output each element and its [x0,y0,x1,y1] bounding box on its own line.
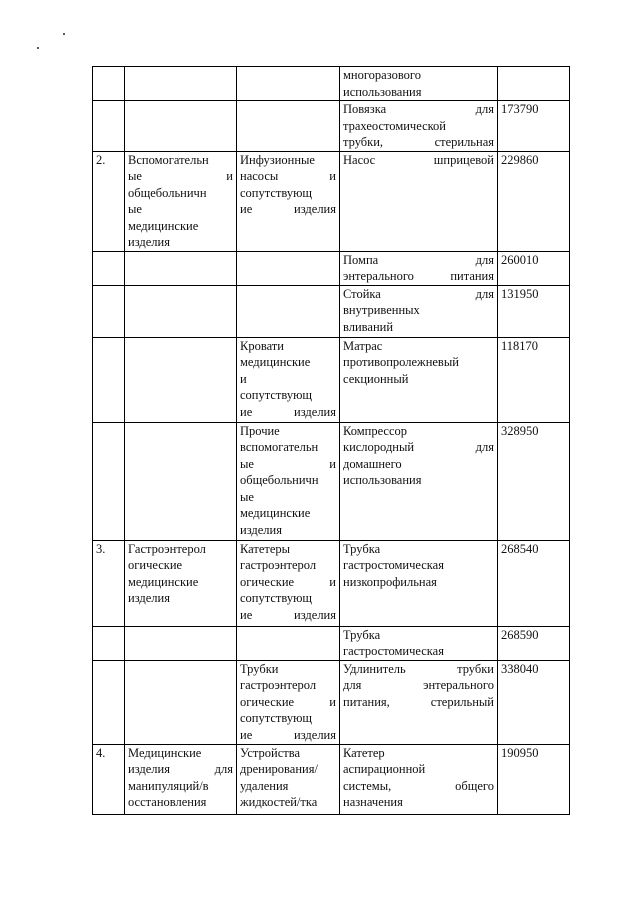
device-type [237,151,340,251]
medical-devices-table [92,66,570,815]
device-code: 229860 [498,151,570,251]
device-group [125,626,237,660]
table-row [93,337,570,422]
device-type [237,67,340,101]
device-group [125,251,237,285]
device-group [125,422,237,540]
cell-line: Трубка [343,541,381,556]
cell-line: Гастроэнтерол [128,541,206,556]
device-group [125,660,237,744]
cell-line: общебольничн [128,185,207,200]
device-name [340,251,498,285]
cell-line: насосы и [240,169,336,183]
cell-line: удаления [240,778,289,793]
cell-line: питания, стерильный [343,694,494,709]
device-code: 328950 [498,422,570,540]
cell-line: ие изделия [240,727,336,742]
cell-line: Повязка для [343,102,494,116]
cell-line: многоразового [343,68,421,82]
cell-line: Стойка для [343,286,494,301]
device-name [340,337,498,422]
cell-line: ые [240,489,254,504]
cell-line: и [240,371,247,386]
cell-line: изделия [128,591,170,605]
cell-line: ие изделия [240,607,336,622]
cell-line: сопутствующ [240,185,313,200]
device-code: 118170 [498,337,570,422]
device-group [125,101,237,152]
cell-line: Катетер [343,745,385,760]
table-row [93,251,570,285]
table-row [93,101,570,152]
device-type [237,744,340,814]
cell-line: гастроэнтерол [240,558,317,572]
cell-line: секционный [343,371,409,386]
device-group [125,285,237,337]
cell-line: осстановления [128,795,207,809]
device-type [237,626,340,660]
cell-line: медицинские [240,506,311,520]
cell-line: Компрессор [343,423,408,438]
cell-line: вливаний [343,319,394,334]
row-number [93,422,125,540]
device-code: 260010 [498,251,570,285]
cell-line: Кровати [240,338,284,353]
device-name [340,67,498,101]
table-row [93,422,570,540]
table-row [93,660,570,744]
device-type [237,660,340,744]
cell-line: Помпа для [343,252,494,267]
table-row [93,67,570,101]
cell-line: медицинские [240,355,311,369]
cell-line: аспирационной [343,762,426,776]
cell-line: сопутствующ [240,591,313,605]
table-row [93,285,570,337]
device-name [340,626,498,660]
cell-line: огические и [240,574,336,589]
device-code: 268590 [498,626,570,660]
table-row [93,744,570,814]
row-number [93,626,125,660]
cell-line: сопутствующ [240,711,313,725]
row-number [93,660,125,744]
row-number [93,101,125,152]
cell-line: гастроэнтерол [240,678,317,692]
table-row [93,626,570,660]
cell-line: медицинские [128,218,199,233]
scan-speck [63,33,65,35]
device-type [237,540,340,626]
device-name [340,744,498,814]
cell-line: трубки, стерильная [343,135,494,149]
cell-line: Прочие [240,423,280,438]
scan-speck [37,47,39,49]
device-name [340,285,498,337]
cell-line: Инфузионные [240,152,315,167]
cell-line: назначения [343,795,403,809]
cell-line: огические и [240,694,336,709]
row-number: 4. [93,744,125,814]
cell-line: изделия [240,522,282,537]
cell-line: кислородный для [343,440,494,454]
table-row [93,151,570,251]
row-number [93,337,125,422]
device-group [125,540,237,626]
cell-line: Удлинитель трубки [343,661,494,676]
cell-line: Трубка [343,627,381,642]
device-group [125,337,237,422]
cell-line: ие изделия [240,202,336,216]
cell-line: Медицинские [128,745,202,760]
cell-line: трахеостомической [343,118,446,133]
row-number: 3. [93,540,125,626]
table-body [93,67,570,815]
cell-line: Трубки [240,661,279,676]
row-number [93,285,125,337]
cell-line: изделия [128,235,170,249]
cell-line: ые и [128,169,233,183]
device-code: 173790 [498,101,570,152]
cell-line: для энтерального [343,678,494,692]
device-group [125,151,237,251]
device-code: 268540 [498,540,570,626]
device-type [237,285,340,337]
cell-line: Вспомогательн [128,152,209,167]
cell-line: гастростомическая [343,558,444,572]
device-code [498,67,570,101]
row-number [93,251,125,285]
device-name [340,540,498,626]
device-type [237,337,340,422]
device-name [340,422,498,540]
cell-line: ие изделия [240,404,336,419]
cell-line: жидкостей/тка [240,795,318,809]
device-type [237,422,340,540]
cell-line: гастростомическая [343,644,444,658]
device-name [340,151,498,251]
cell-line: огические [128,558,183,572]
device-type [237,251,340,285]
row-number: 2. [93,151,125,251]
cell-line: противопролежневый [343,355,459,369]
cell-line: Насос шприцевой [343,152,494,167]
cell-line: системы, общего [343,778,494,793]
cell-line: дренирования/ [240,762,318,776]
row-number [93,67,125,101]
cell-line: ые [128,202,142,216]
cell-line: использования [343,84,422,99]
cell-line: вспомогательн [240,440,319,454]
cell-line: манипуляций/в [128,778,209,793]
device-code: 190950 [498,744,570,814]
device-code: 338040 [498,660,570,744]
cell-line: использования [343,473,422,487]
cell-line: Матрас [343,338,383,353]
cell-line: домашнего [343,456,402,471]
cell-line: общебольничн [240,473,319,487]
device-name [340,660,498,744]
cell-line: сопутствующ [240,388,313,402]
cell-line: изделия для [128,762,233,776]
device-group [125,744,237,814]
table-row [93,540,570,626]
device-group [125,67,237,101]
device-code: 131950 [498,285,570,337]
cell-line: ые и [240,456,336,471]
cell-line: Устройства [240,745,300,760]
device-type [237,101,340,152]
cell-line: энтерального питания [343,269,494,283]
cell-line: низкопрофильная [343,574,437,589]
cell-line: Катетеры [240,541,291,556]
cell-line: внутривенных [343,303,420,317]
device-name [340,101,498,152]
cell-line: медицинские [128,574,199,589]
